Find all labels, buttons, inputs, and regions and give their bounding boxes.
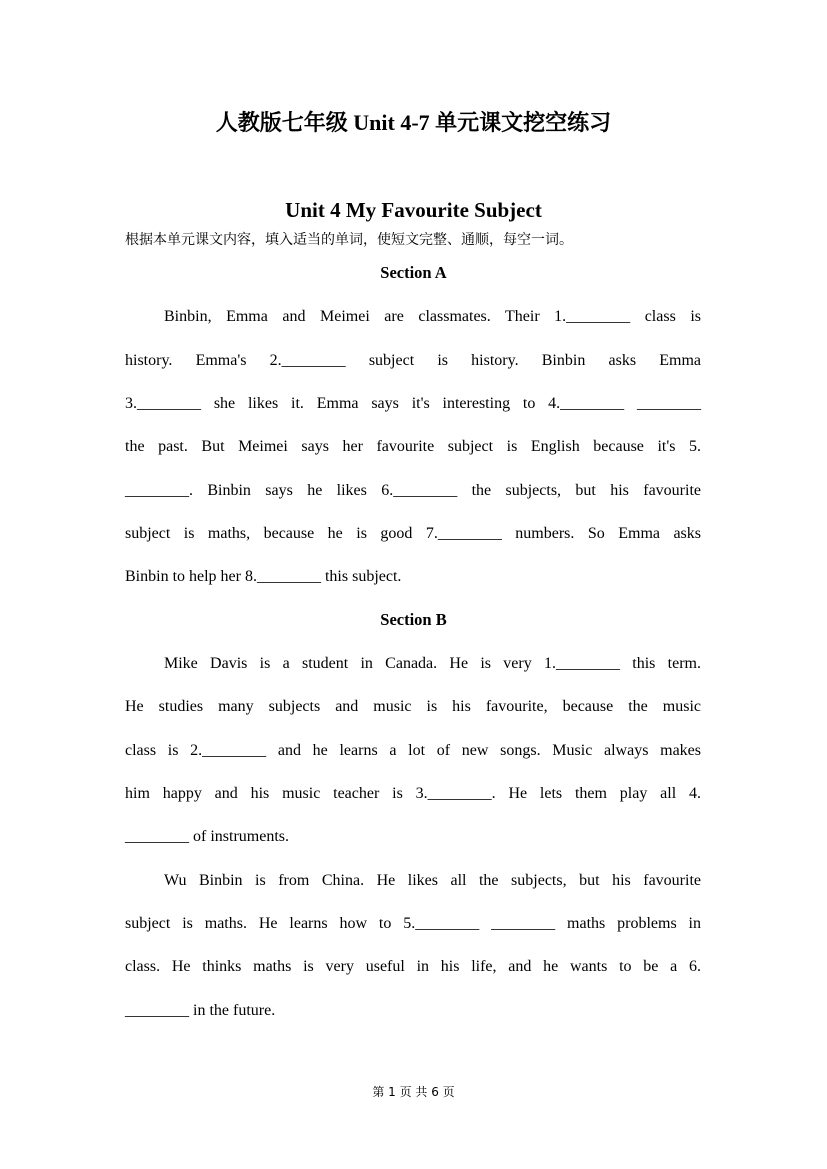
section-b-line: Wu Binbin is from China. He likes all the subjects, but his favourite <box>164 872 701 889</box>
section-b-line: Mike Davis is a student in Canada. He is very 1.________ this term. <box>164 655 701 672</box>
unit-title: Unit 4 My Favourite Subject <box>285 198 542 222</box>
section-a-line: 3.________ she likes it. Emma says it's interesting to 4.________ ________ <box>125 395 701 412</box>
section-b-line: subject is maths. He learns how to 5.________ ________ maths problems in <box>125 915 701 932</box>
instruction-text: 根据本单元课文内容，填入适当的单词，使短文完整、通顺，每空一词。 <box>125 232 573 248</box>
section-b-line: class is 2.________ and he learns a lot of new songs. Music always makes <box>125 742 701 759</box>
page-number: 第 1 页 共 6 页 <box>372 1085 455 1099</box>
section-b-line: him happy and his music teacher is 3.________. He lets them play all 4. <box>125 785 701 802</box>
section-b-line: ________ of instruments. <box>125 828 289 845</box>
section-b-line: ________ in the future. <box>125 1002 276 1019</box>
section-b-heading: Section B <box>380 610 447 629</box>
section-a-line: Binbin, Emma and Meimei are classmates. Their 1.________ class is <box>164 308 701 325</box>
section-a-line: ________. Binbin says he likes 6.________ the subjects, but his favourite <box>125 482 701 499</box>
section-a-heading: Section A <box>380 263 447 282</box>
section-a-line: Binbin to help her 8.________ this subject. <box>125 568 402 585</box>
section-b-line: He studies many subjects and music is his favourite, because the music <box>125 698 701 715</box>
section-b-line: class. He thinks maths is very useful in his life, and he wants to be a 6. <box>125 958 701 975</box>
section-a-line: subject is maths, because he is good 7.________ numbers. So Emma asks <box>125 525 701 542</box>
document-title: 人教版七年级 Unit 4-7 单元课文挖空练习 <box>215 110 612 135</box>
section-a-line: the past. But Meimei says her favourite subject is English because it's 5. <box>125 438 701 455</box>
section-a-line: history. Emma's 2.________ subject is history. Binbin asks Emma <box>125 352 701 369</box>
